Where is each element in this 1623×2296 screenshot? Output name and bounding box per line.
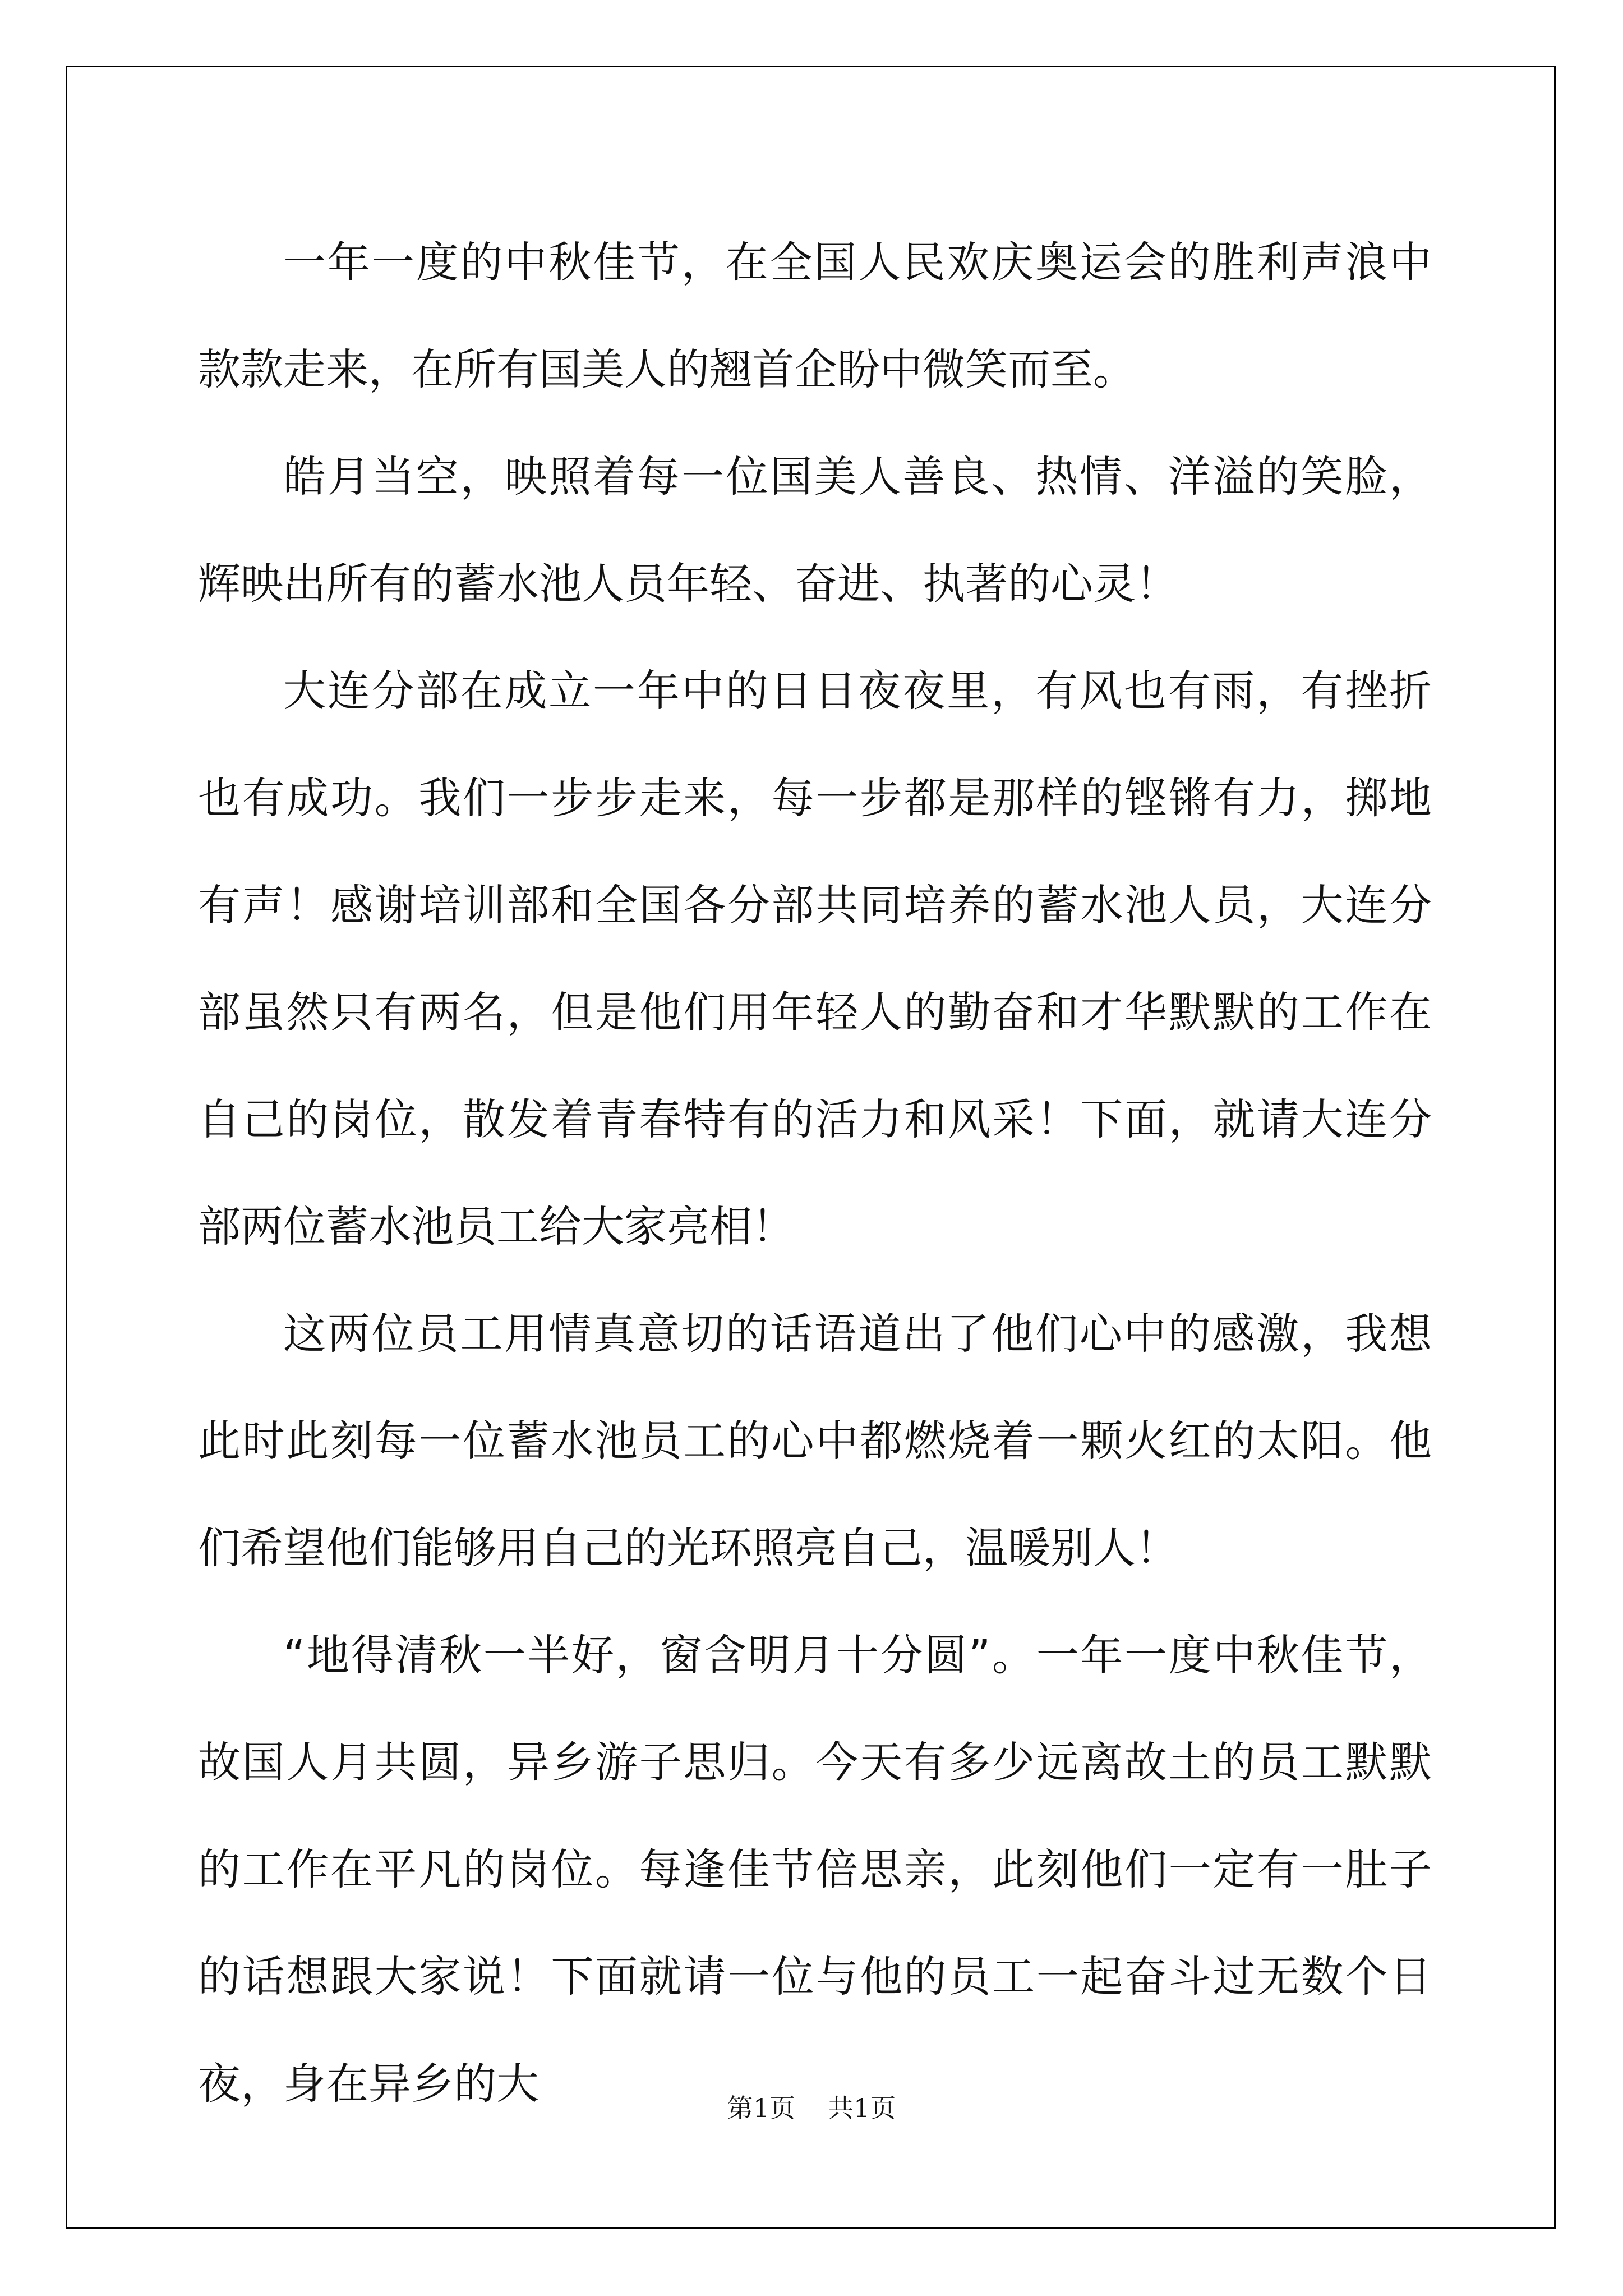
page-footer <box>0 2088 1623 2125</box>
paragraph: 这两位员工用情真意切的话语道出了他们心中的感激，我想此时此刻每一位蓄水池员工的心中都燃烧着一颗火红的太阳。他们希望他们能够用自己的光环照亮自己，温暖别人！ <box>198 1309 1432 1573</box>
paragraph: 皓月当空，映照着每一位国美人善良、热情、洋溢的笑脸，辉映出所有的蓄水池人员年轻、奋进、执著的心灵！ <box>198 452 1432 609</box>
document-body <box>198 209 1432 2137</box>
page-number-current: 第1页 <box>727 2093 795 2123</box>
page-number-total: 共1页 <box>828 2093 896 2123</box>
paragraph: 一年一度的中秋佳节，在全国人民欢庆奥运会的胜利声浪中款款走来，在所有国美人的翘首企盼中微笑而至。 <box>198 237 1432 394</box>
paragraph: “地得清秋一半好，窗含明月十分圆”。一年一度中秋佳节，故国人月共圆，异乡游子思归。今天有多少远离故土的员工默默的工作在平凡的岗位。每逢佳节倍思亲，此刻他们一定有一肚子的话想跟大家说！下面就请一位与他的员工一起奋斗过无数个日夜，身在异乡的大 <box>198 1630 1432 2109</box>
paragraph: 大连分部在成立一年中的日日夜夜里，有风也有雨，有挫折也有成功。我们一步步走来，每一步都是那样的铿锵有力，掷地有声！感谢培训部和全国各分部共同培养的蓄水池人员，大连分部虽然只有两名，但是他们用年轻人的勤奋和才华默默的工作在自己的岗位，散发着青春特有的活力和风采！下面，就请大连分部两位蓄水池员工给大家亮相！ <box>198 666 1432 1251</box>
